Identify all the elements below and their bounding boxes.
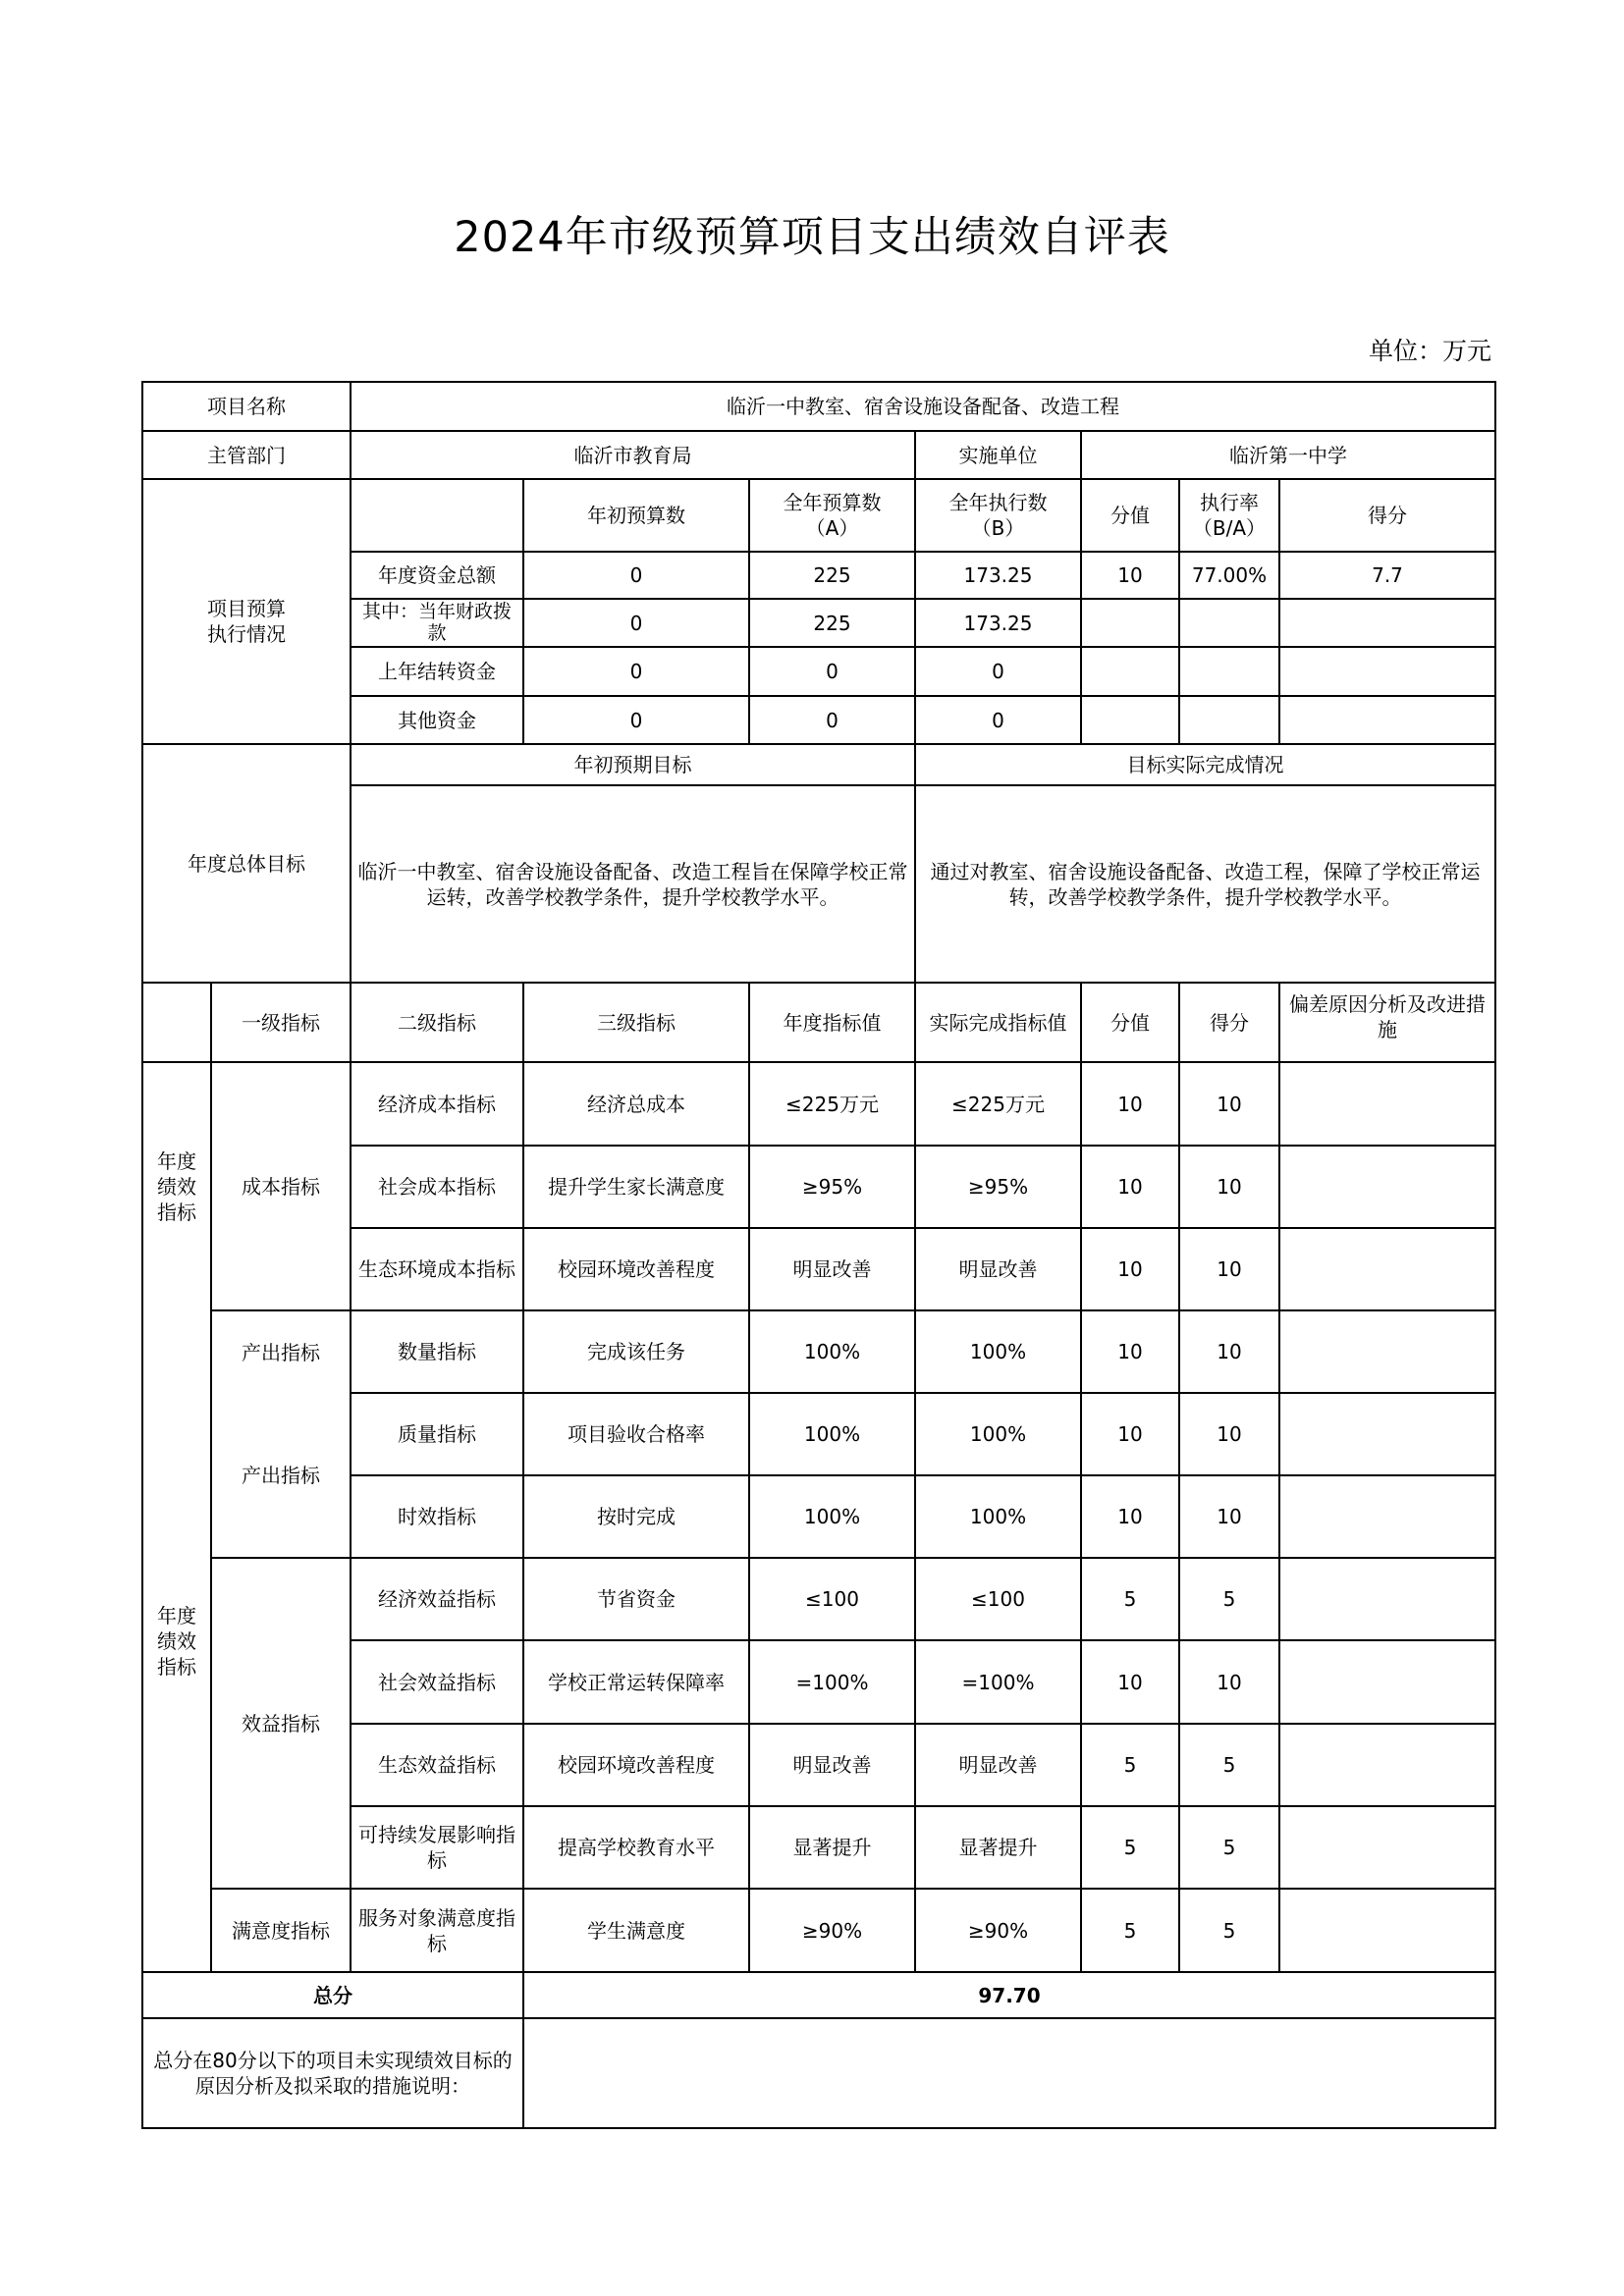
indicator-note [1279, 1806, 1495, 1889]
indicator-row [142, 1310, 1495, 1393]
indicator-target: 明显改善 [749, 1724, 915, 1806]
indicator-got: 10 [1179, 1393, 1279, 1475]
budget-executed: 173.25 [915, 552, 1081, 599]
total-row [142, 1972, 1495, 2018]
indicator-note [1279, 1475, 1495, 1558]
notes-value [523, 2018, 1495, 2128]
indicator-actual: 100% [915, 1475, 1081, 1558]
indicator-header-target: 年度指标值 [749, 983, 915, 1062]
indicator-score: 10 [1081, 1146, 1179, 1228]
budget-rate [1179, 696, 1279, 744]
indicator-got: 10 [1179, 1062, 1279, 1146]
indicator-note [1279, 1889, 1495, 1972]
indicator-actual: 明显改善 [915, 1724, 1081, 1806]
budget-header-annual: 全年预算数 （A） [749, 479, 915, 552]
budget-header-initial: 年初预算数 [523, 479, 749, 552]
indicator-got: 10 [1179, 1228, 1279, 1310]
indicator-l2: 经济成本指标 [351, 1062, 523, 1146]
indicator-got: 10 [1179, 1310, 1279, 1393]
budget-score: 10 [1081, 552, 1179, 599]
indicator-score: 5 [1081, 1724, 1179, 1806]
group-benefit: 效益指标 [211, 1558, 351, 1889]
indicator-score: 10 [1081, 1310, 1179, 1393]
dept-value: 临沂市教育局 [351, 431, 915, 479]
indicator-target: ≤100 [749, 1558, 915, 1640]
indicator-score: 10 [1081, 1062, 1179, 1146]
budget-got [1279, 647, 1495, 696]
indicator-l2: 数量指标 [351, 1310, 523, 1393]
indicator-l3: 经济总成本 [523, 1062, 749, 1146]
indicator-header-score: 分值 [1081, 983, 1179, 1062]
notes-label: 总分在80分以下的项目未实现绩效目标的原因分析及拟采取的措施说明： [142, 2018, 523, 2128]
indicator-got: 10 [1179, 1146, 1279, 1228]
indicator-row [142, 1889, 1495, 1972]
budget-executed: 0 [915, 647, 1081, 696]
indicator-note [1279, 1146, 1495, 1228]
impl-label: 实施单位 [915, 431, 1081, 479]
budget-annual: 0 [749, 696, 915, 744]
indicator-actual: ≤225万元 [915, 1062, 1081, 1146]
indicator-header-l2: 二级指标 [351, 983, 523, 1062]
indicator-note [1279, 1062, 1495, 1146]
budget-header-blank [351, 479, 523, 552]
budget-got [1279, 599, 1495, 647]
indicator-l3: 提升学生家长满意度 [523, 1146, 749, 1228]
indicator-l2: 经济效益指标 [351, 1558, 523, 1640]
project-name-label: 项目名称 [142, 382, 351, 431]
indicator-l3: 学校正常运转保障率 [523, 1640, 749, 1724]
budget-header-got: 得分 [1279, 479, 1495, 552]
budget-section-label: 项目预算 执行情况 [142, 479, 351, 744]
total-label: 总分 [142, 1972, 523, 2018]
indicator-note [1279, 1724, 1495, 1806]
indicator-target: 显著提升 [749, 1806, 915, 1889]
group-satisfaction: 满意度指标 [211, 1889, 351, 1972]
indicator-actual: ≤100 [915, 1558, 1081, 1640]
indicator-got: 10 [1179, 1475, 1279, 1558]
indicator-header-row [142, 983, 1495, 1062]
budget-score [1081, 647, 1179, 696]
indicator-note [1279, 1558, 1495, 1640]
evaluation-table [141, 381, 1496, 2129]
goals-section-label: 年度总体目标 [142, 744, 351, 983]
unit-label: 单位：万元 [1368, 337, 1491, 365]
indicator-l2: 可持续发展影响指标 [351, 1806, 523, 1889]
budget-annual: 225 [749, 552, 915, 599]
indicator-got: 5 [1179, 1806, 1279, 1889]
indicator-score: 10 [1081, 1228, 1179, 1310]
page-title: 2024年市级预算项目支出绩效自评表 [454, 213, 1170, 262]
indicator-l3: 完成该任务 [523, 1310, 749, 1393]
notes-row [142, 2018, 1495, 2128]
indicator-header-note: 偏差原因分析及改进措施 [1279, 983, 1495, 1062]
indicator-target: ≥90% [749, 1889, 915, 1972]
indicator-l3: 学生满意度 [523, 1889, 749, 1972]
budget-row-label: 其中：当年财政拨款 [351, 599, 523, 647]
indicator-l3: 校园环境改善程度 [523, 1724, 749, 1806]
budget-row-label: 年度资金总额 [351, 552, 523, 599]
budget-score [1081, 599, 1179, 647]
budget-got: 7.7 [1279, 552, 1495, 599]
indicator-l3: 节省资金 [523, 1558, 749, 1640]
group-cost: 成本指标 [211, 1062, 351, 1310]
indicator-row [142, 1558, 1495, 1640]
indicator-actual: 100% [915, 1393, 1081, 1475]
indicator-l2: 时效指标 [351, 1475, 523, 1558]
indicator-score: 10 [1081, 1393, 1179, 1475]
indicator-note [1279, 1310, 1495, 1393]
indicator-note [1279, 1228, 1495, 1310]
indicator-l3: 校园环境改善程度 [523, 1228, 749, 1310]
dept-label: 主管部门 [142, 431, 351, 479]
budget-header-executed: 全年执行数 （B） [915, 479, 1081, 552]
indicator-target: =100% [749, 1640, 915, 1724]
budget-header-row [142, 479, 1495, 552]
indicator-header-l1: 一级指标 [211, 983, 351, 1062]
impl-value: 临沂第一中学 [1081, 431, 1495, 479]
project-name-row [142, 382, 1495, 431]
indicator-note [1279, 1640, 1495, 1724]
budget-row-label: 其他资金 [351, 696, 523, 744]
indicator-note [1279, 1393, 1495, 1475]
indicator-header-l3: 三级指标 [523, 983, 749, 1062]
indicator-l3: 按时完成 [523, 1475, 749, 1558]
budget-executed: 173.25 [915, 599, 1081, 647]
department-row [142, 431, 1495, 479]
budget-rate: 77.00% [1179, 552, 1279, 599]
budget-row-label: 上年结转资金 [351, 647, 523, 696]
budget-annual: 225 [749, 599, 915, 647]
indicator-row [142, 1062, 1495, 1146]
indicator-target: 明显改善 [749, 1228, 915, 1310]
indicator-target: ≥95% [749, 1146, 915, 1228]
budget-header-rate: 执行率 （B/A） [1179, 479, 1279, 552]
indicator-header-actual: 实际完成指标值 [915, 983, 1081, 1062]
budget-initial: 0 [523, 552, 749, 599]
indicator-l3: 项目验收合格率 [523, 1393, 749, 1475]
budget-initial: 0 [523, 599, 749, 647]
budget-score [1081, 696, 1179, 744]
total-value: 97.70 [523, 1972, 1495, 2018]
group-output-2: 产出指标 [211, 1393, 351, 1558]
indicator-l2: 社会成本指标 [351, 1146, 523, 1228]
indicator-l2: 社会效益指标 [351, 1640, 523, 1724]
indicator-score: 5 [1081, 1558, 1179, 1640]
budget-rate [1179, 599, 1279, 647]
indicator-got: 5 [1179, 1889, 1279, 1972]
goals-expected-header: 年初预期目标 [351, 744, 915, 785]
indicator-target: 100% [749, 1393, 915, 1475]
indicator-l2: 生态环境成本指标 [351, 1228, 523, 1310]
indicator-target: 100% [749, 1475, 915, 1558]
indicator-l2: 服务对象满意度指标 [351, 1889, 523, 1972]
budget-rate [1179, 647, 1279, 696]
budget-initial: 0 [523, 696, 749, 744]
group-output-1: 产出指标 [211, 1310, 351, 1393]
budget-executed: 0 [915, 696, 1081, 744]
side-label-2: 年度 绩效 指标 [142, 1310, 211, 1972]
goals-actual-header: 目标实际完成情况 [915, 744, 1495, 785]
indicator-got: 5 [1179, 1558, 1279, 1640]
indicator-actual: =100% [915, 1640, 1081, 1724]
indicator-score: 10 [1081, 1640, 1179, 1724]
indicator-header-got: 得分 [1179, 983, 1279, 1062]
project-name-value: 临沂一中教室、宿舍设施设备配备、改造工程 [351, 382, 1495, 431]
budget-got [1279, 696, 1495, 744]
indicator-actual: ≥95% [915, 1146, 1081, 1228]
indicator-row [142, 1393, 1495, 1475]
indicator-score: 5 [1081, 1889, 1179, 1972]
goals-header-row [142, 744, 1495, 785]
indicator-actual: ≥90% [915, 1889, 1081, 1972]
indicator-l2: 质量指标 [351, 1393, 523, 1475]
indicator-got: 5 [1179, 1724, 1279, 1806]
indicator-target: ≤225万元 [749, 1062, 915, 1146]
indicator-actual: 显著提升 [915, 1806, 1081, 1889]
indicator-l2: 生态效益指标 [351, 1724, 523, 1806]
indicator-score: 5 [1081, 1806, 1179, 1889]
indicator-got: 10 [1179, 1640, 1279, 1724]
indicator-header-blank [142, 983, 211, 1062]
budget-initial: 0 [523, 647, 749, 696]
goals-actual-text: 通过对教室、宿舍设施设备配备、改造工程，保障了学校正常运转，改善学校教学条件，提升学校教学水平。 [915, 785, 1495, 983]
indicator-score: 10 [1081, 1475, 1179, 1558]
indicator-actual: 100% [915, 1310, 1081, 1393]
indicator-l3: 提高学校教育水平 [523, 1806, 749, 1889]
side-label-1: 年度 绩效 指标 [142, 1062, 211, 1310]
indicator-actual: 明显改善 [915, 1228, 1081, 1310]
goals-expected-text: 临沂一中教室、宿舍设施设备配备、改造工程旨在保障学校正常运转，改善学校教学条件，提升学校教学水平。 [351, 785, 915, 983]
budget-header-score: 分值 [1081, 479, 1179, 552]
indicator-target: 100% [749, 1310, 915, 1393]
budget-annual: 0 [749, 647, 915, 696]
